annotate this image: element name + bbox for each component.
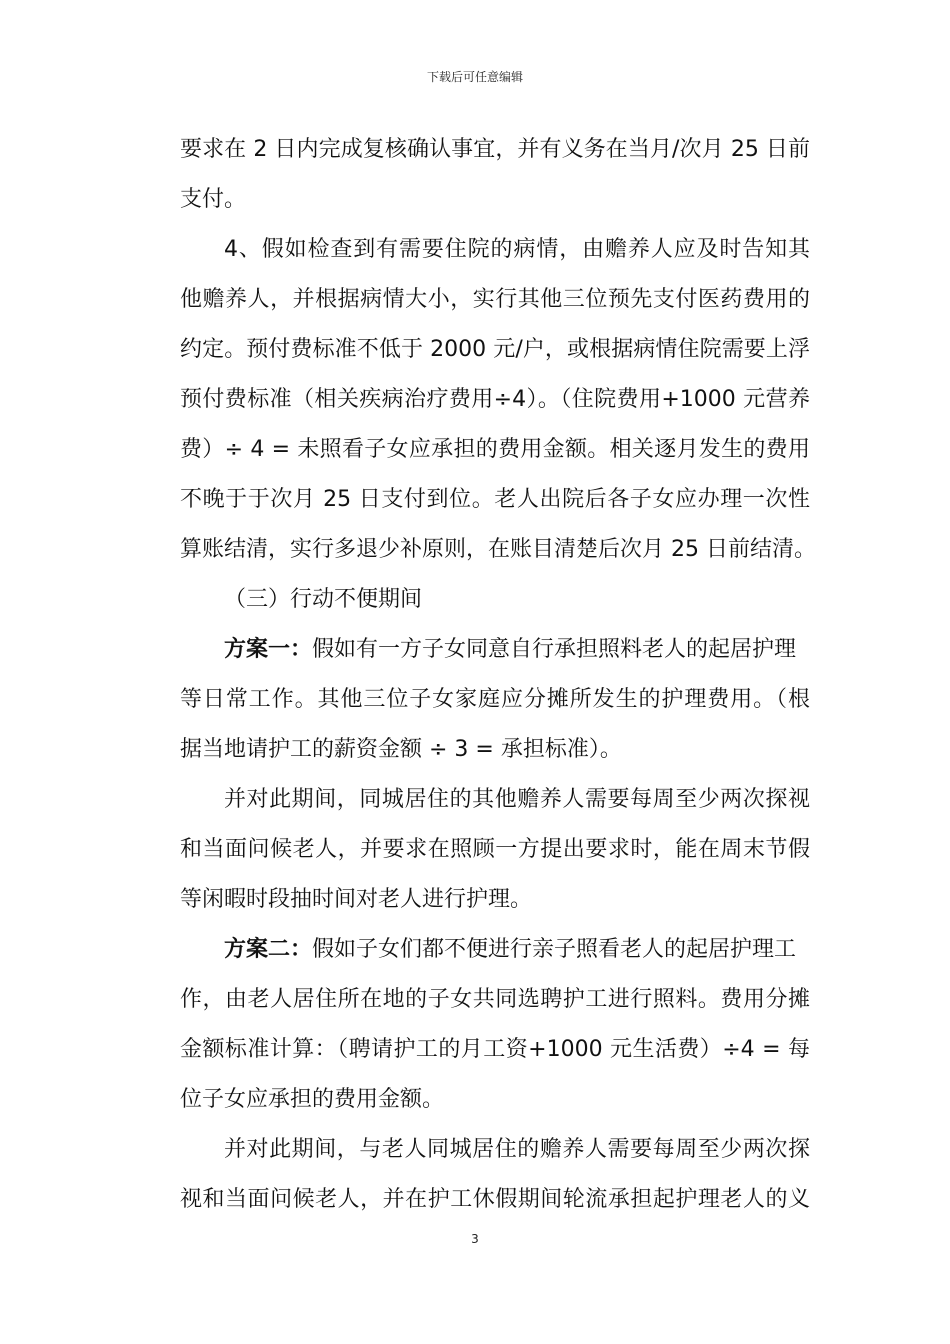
paragraph-line: 作，由老人居住所在地的子女共同选聘护工进行照料。费用分摊: [180, 987, 810, 1012]
paragraph-line: 等闲暇时段抽时间对老人进行护理。: [180, 887, 533, 912]
paragraph-line: 4、假如检查到有需要住院的病情，由赡养人应及时告知其: [224, 237, 810, 262]
paragraph-line: 和当面问候老人，并要求在照顾一方提出要求时，能在周末节假: [180, 837, 810, 862]
paragraph-line: 约定。预付费标准不低于 2000 元/户，或根据病情住院需要上浮: [180, 337, 810, 362]
paragraph-line: 并对此期间，同城居住的其他赡养人需要每周至少两次探视: [224, 787, 810, 812]
plan-one-text: 假如有一方子女同意自行承担照料老人的起居护理: [312, 637, 797, 662]
paragraph-line: 预付费标准（相关疾病治疗费用÷4）。（住院费用+1000 元营养: [180, 387, 810, 412]
page-number: 3: [471, 1232, 479, 1246]
paragraph-line: 费）÷ 4 = 未照看子女应承担的费用金额。相关逐月发生的费用: [180, 437, 810, 462]
paragraph-line: 位子女应承担的费用金额。: [180, 1087, 445, 1112]
paragraph-line: 算账结清，实行多退少补原则，在账目清楚后次月 25 日前结清。: [180, 537, 816, 562]
paragraph-line: 并对此期间，与老人同城居住的赡养人需要每周至少两次探: [224, 1137, 810, 1162]
paragraph-line: 视和当面问候老人，并在护工休假期间轮流承担起护理老人的义: [180, 1187, 810, 1212]
paragraph-line: 金额标准计算：（聘请护工的月工资+1000 元生活费）÷4 = 每: [180, 1037, 810, 1062]
paragraph-line: 据当地请护工的薪资金额 ÷ 3 = 承担标准）。: [180, 737, 622, 762]
paragraph-line: [224, 635, 810, 665]
page-header-note: 下载后可任意编辑: [426, 70, 523, 84]
plan-two-label: 方案二：: [224, 937, 313, 962]
paragraph-line: 他赡养人，并根据病情大小，实行其他三位预先支付医药费用的: [180, 287, 810, 312]
paragraph-line: [224, 935, 810, 965]
paragraph-line: 支付。: [180, 187, 247, 212]
plan-two-text: 假如子女们都不便进行亲子照看老人的起居护理工: [312, 937, 797, 962]
paragraph-line: 等日常工作。其他三位子女家庭应分摊所发生的护理费用。（根: [180, 687, 810, 712]
paragraph-line: 要求在 2 日内完成复核确认事宜，并有义务在当月/次月 25 日前: [180, 137, 810, 162]
paragraph-line: 不晚于于次月 25 日支付到位。老人出院后各子女应办理一次性: [180, 487, 810, 512]
plan-one-label: 方案一：: [224, 637, 313, 662]
section-heading: （三）行动不便期间: [224, 587, 423, 612]
